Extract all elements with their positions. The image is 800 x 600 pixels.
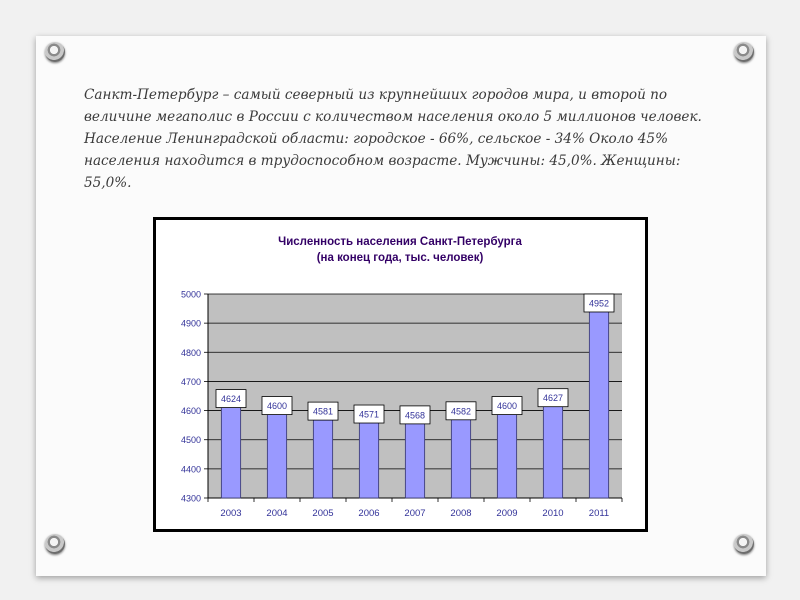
- bar-2008: [451, 416, 470, 498]
- bar-2010: [543, 403, 562, 498]
- x-tick-label-2004: 2004: [266, 508, 288, 519]
- y-tick-label: 4400: [180, 464, 201, 475]
- chart-area: [156, 220, 645, 529]
- x-tick-label-2005: 2005: [312, 508, 334, 519]
- x-tick-label-2008: 2008: [450, 508, 472, 519]
- x-tick-label-2006: 2006: [358, 508, 380, 519]
- data-label-2006: 4571: [358, 409, 380, 420]
- population-bar-chart: [156, 220, 645, 529]
- y-tick-label: 4800: [180, 347, 201, 358]
- data-label-2010: 4627: [542, 393, 564, 404]
- pin-top-left-icon: [45, 42, 65, 62]
- data-label-2011: 4952: [588, 298, 610, 309]
- data-label-2007: 4568: [404, 410, 426, 421]
- pin-top-right-icon: [734, 42, 754, 62]
- y-tick-label: 4300: [180, 493, 201, 504]
- data-label-2009: 4600: [496, 401, 518, 412]
- chart-subtitle: (на конец года, тыс. человек): [316, 252, 484, 264]
- data-label-2008: 4582: [450, 406, 472, 417]
- x-tick-label-2009: 2009: [496, 508, 518, 519]
- bar-2004: [267, 411, 286, 498]
- bar-2009: [497, 411, 516, 498]
- y-tick-label: 4900: [180, 318, 201, 329]
- data-label-2005: 4581: [312, 406, 334, 417]
- x-tick-label-2011: 2011: [588, 508, 610, 519]
- pin-bottom-right-icon: [734, 534, 754, 554]
- bar-2003: [221, 404, 240, 498]
- pin-bottom-left-icon: [45, 534, 65, 554]
- bar-2007: [405, 420, 424, 498]
- y-tick-label: 4600: [180, 406, 201, 417]
- data-label-2003: 4624: [220, 394, 242, 405]
- y-tick-label: 4500: [180, 435, 201, 446]
- x-tick-label-2003: 2003: [220, 508, 242, 519]
- y-tick-label: 4700: [180, 376, 201, 387]
- slide-paragraph: Санкт-Петербург – самый северный из крупнейших городов мира, и второй по величине мегаполис в России с количеством населения около 5 миллионов человек. Население Ленинградской области: городское - 66%, сельское - 34% Около 45% населения находится в трудоспособном возрасте. Мужчины: 45,0%. Женщины: 55,0%.: [84, 87, 702, 191]
- x-tick-label-2007: 2007: [404, 508, 426, 519]
- data-label-2004: 4600: [266, 401, 288, 412]
- chart-title: Численность населения Санкт-Петербурга: [278, 236, 522, 248]
- bar-2006: [359, 419, 378, 498]
- bar-2005: [313, 416, 332, 498]
- x-tick-label-2010: 2010: [542, 508, 564, 519]
- chart-frame: [153, 217, 648, 532]
- bar-2011: [589, 308, 608, 498]
- y-tick-label: 5000: [180, 289, 201, 300]
